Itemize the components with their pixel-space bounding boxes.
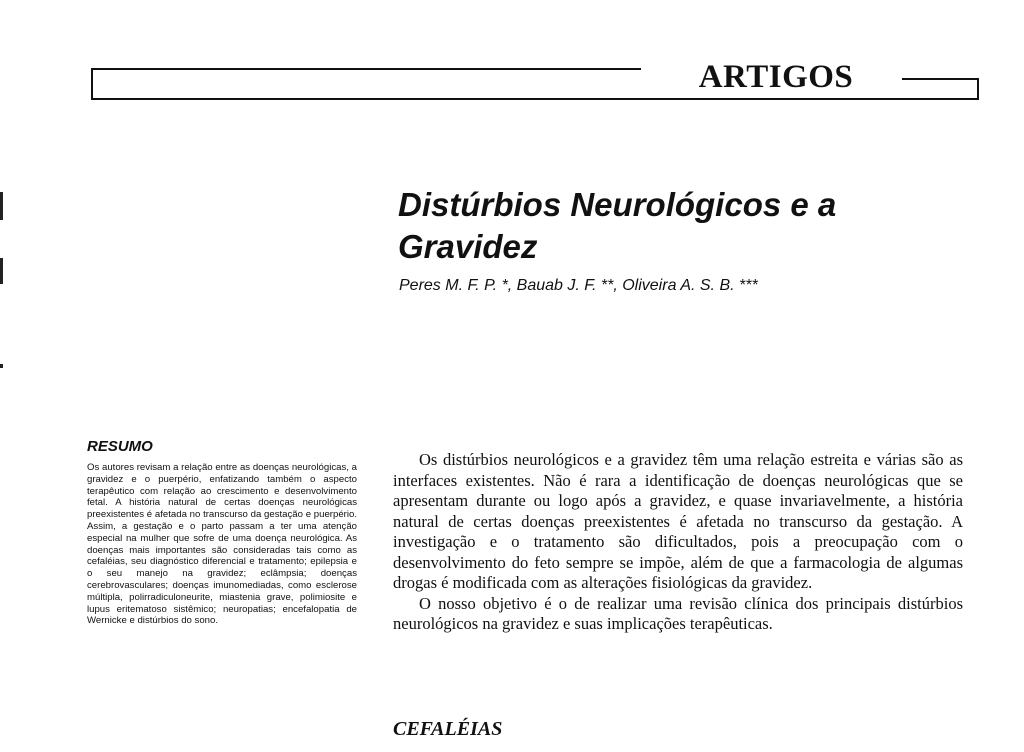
header-rule [91,98,979,100]
abstract-text: Os autores revisam a relação entre as doenças neurológicas, a gravidez e o puerpério, enfatizando também o aspecto terapêutico com relação ao crescimento e desenvolvimento fetal. A história natural de certas doenças neurológicas preexistentes é afetada no transcurso da gestação e puerpério. Assim, a gestação e o parto passam a ter uma atenção especial na mulher que sofre de uma doença neurológica. As doenças mais importantes são consideradas tais como as cefaléias, seu diagnóstico diferencial e tratamento; epilepsia e o seu manejo na gravidez; eclâmpsia; doenças cerebrovasculares; doenças imunomediadas, como esclerose múltipla, polirradiculoneurite, miastenia grave, polimiosite e lupus eritematoso sistêmico; neuropatias; encefalopatia de Wernicke e distúrbios do sono. [87,462,357,627]
abstract-heading: RESUMO [87,438,153,455]
author-list: Peres M. F. P. *, Bauab J. F. **, Oliveira A. S. B. *** [399,277,758,294]
body-paragraph-2: O nosso objetivo é o de realizar uma revisão clínica dos principais distúrbios neurológicos na gravidez e suas implicações terapêuticas. [393,593,963,633]
section-heading-cefaleias: CEFALÉIAS [393,718,503,740]
article-body [393,450,963,635]
margin-mark [0,192,3,220]
margin-mark [0,258,3,284]
margin-mark [0,364,3,368]
article-title: Distúrbios Neurológicos e a Gravidez [398,186,837,265]
body-paragraph-1: Os distúrbios neurológicos e a gravidez têm uma relação estreita e várias são as interfaces existentes. Não é rara a identificação de doenças neurológicas que se apresentam durante ou logo após a gravidez, e quase invariavelmente, a história natural de certas doenças preexistentes é afetada no transcurso da gestação. A investigação e o tratamento são dificultados, pois a preocupação com o desenvolvimento do feto sempre se impõe, além de que a farmacologia de algumas drogas é modificada com as alterações fisiológicas da gravidez. [393,450,963,592]
section-title: ARTIGOS [698,59,854,95]
header-frame-left [91,68,641,100]
header-frame-right [902,78,979,100]
